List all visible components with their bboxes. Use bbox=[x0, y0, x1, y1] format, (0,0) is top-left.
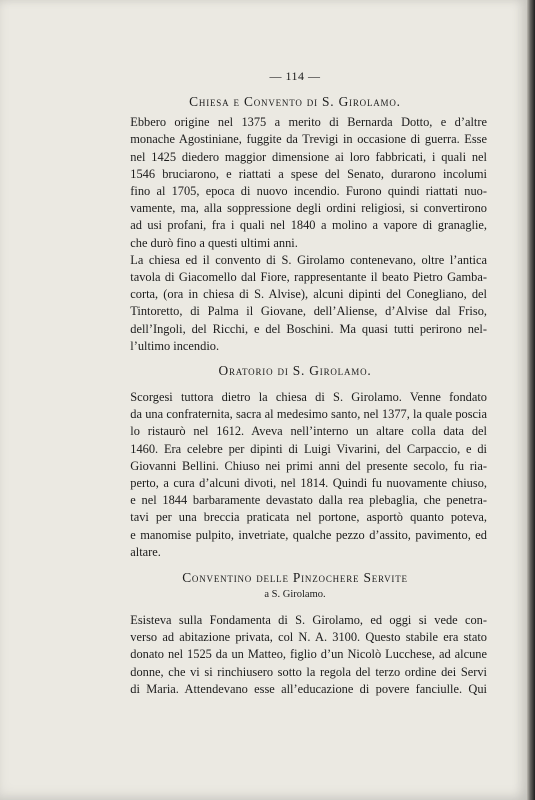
text-line: e manomise pulpito, invetriate, qualche pezzo d’assito, pavimento, ed bbox=[130, 527, 487, 542]
section-heading-oratorio: Oratorio di S. Girolamo. bbox=[218, 363, 372, 379]
page-number: — 114 — bbox=[269, 69, 321, 83]
paragraph bbox=[103, 389, 487, 561]
paragraph bbox=[103, 114, 487, 252]
text-line: lo ristaurò nel 1612. Aveva nell’interno un altare colla data del bbox=[130, 424, 487, 439]
text-line: nel 1425 diedero maggior dimensione ai loro fabbricati, i quali nel bbox=[130, 149, 487, 164]
text-line: Ebbero origine nel 1375 a merito di Bernarda Dotto, e d’altre bbox=[130, 115, 487, 130]
text-line: fino al 1705, epoca di nuovo incendio. Furono quindi riattati nuo- bbox=[130, 184, 487, 199]
section-subheading: a S. Girolamo. bbox=[264, 589, 326, 601]
text-line: verso ad abitazione privata, col N. A. 3100. Questo stabile era stato bbox=[130, 630, 487, 645]
text-line: Giovanni Bellini. Chiuso nei primi anni del presente secolo, fu ria- bbox=[130, 458, 487, 473]
text-line: corta, (ora in chiesa di S. Alvise), alcuni dipinti del Conegliano, del bbox=[130, 287, 487, 302]
paragraph bbox=[103, 612, 487, 698]
section-heading-chiesa: Chiesa e Convento di S. Girolamo. bbox=[189, 94, 401, 110]
text-line: altare. bbox=[130, 544, 161, 559]
text-line: e nel 1844 barbaramente devastato dalla rea plebaglia, che penetra- bbox=[130, 493, 487, 508]
text-line: 1460. Era celebre per dipinti di Luigi Vivarini, del Carpaccio, e di bbox=[130, 441, 487, 456]
text-line: ad usi profani, fra i quali nel 1840 a molino a vapore di granaglie, bbox=[130, 218, 487, 233]
page-text bbox=[103, 68, 487, 698]
text-line: che durò fino a questi ultimi anni. bbox=[130, 235, 298, 250]
page-edge-shadow bbox=[527, 0, 535, 800]
text-line: 1546 bruciarono, e riattati a spese del Senato, durarono incolumi bbox=[130, 166, 487, 181]
text-line: perto, a cura d’alcuni divoti, nel 1814. Quindi fu nuovamente chiuso, bbox=[130, 476, 487, 491]
text-line: dell’Ingoli, del Ricchi, e del Boschini. Ma quasi tutti perirono nel- bbox=[130, 321, 487, 336]
text-line: monache Agostiniane, fuggite da Trevigi in occasione di guerra. Esse bbox=[130, 132, 487, 147]
text-line: Scorgesi tuttora dietro la chiesa di S. Girolamo. Venne fondato bbox=[130, 390, 487, 405]
text-line: Tintoretto, di Palma il Giovane, dell’Aliense, d’Alvise dal Friso, bbox=[130, 304, 487, 319]
text-line: tavola di Giacomello dal Fiore, rappresentante il beato Pietro Gamba- bbox=[130, 270, 487, 285]
section-heading-conventino: Conventino delle Pinzochere Servite bbox=[182, 570, 408, 586]
text-line: da una confraternita, sacra al medesimo santo, nel 1377, la quale poscia bbox=[130, 407, 487, 422]
text-line: di Maria. Attendevano esse all’educazione di povere fanciulle. Qui bbox=[130, 681, 487, 696]
paragraph bbox=[103, 252, 487, 355]
text-line: tavi per una breccia praticata nel portone, asportò quanto poteva, bbox=[130, 510, 487, 525]
text-line: Esisteva sulla Fondamenta di S. Girolamo, ed oggi si vede con- bbox=[130, 613, 487, 628]
text-line: donne, che vi si rinchiusero sotto la regola del terzo ordine dei Servi bbox=[130, 664, 487, 679]
text-line: l’ultimo incendio. bbox=[130, 338, 220, 353]
text-line: La chiesa ed il convento di S. Girolamo contenevano, oltre l’antica bbox=[130, 252, 487, 267]
text-line: donato nel 1525 da un Matteo, figlio d’un Nicolò Lucchese, ad alcune bbox=[130, 647, 487, 662]
text-line: vamente, ma, alla soppressione degli ordini religiosi, si convertirono bbox=[130, 201, 487, 216]
